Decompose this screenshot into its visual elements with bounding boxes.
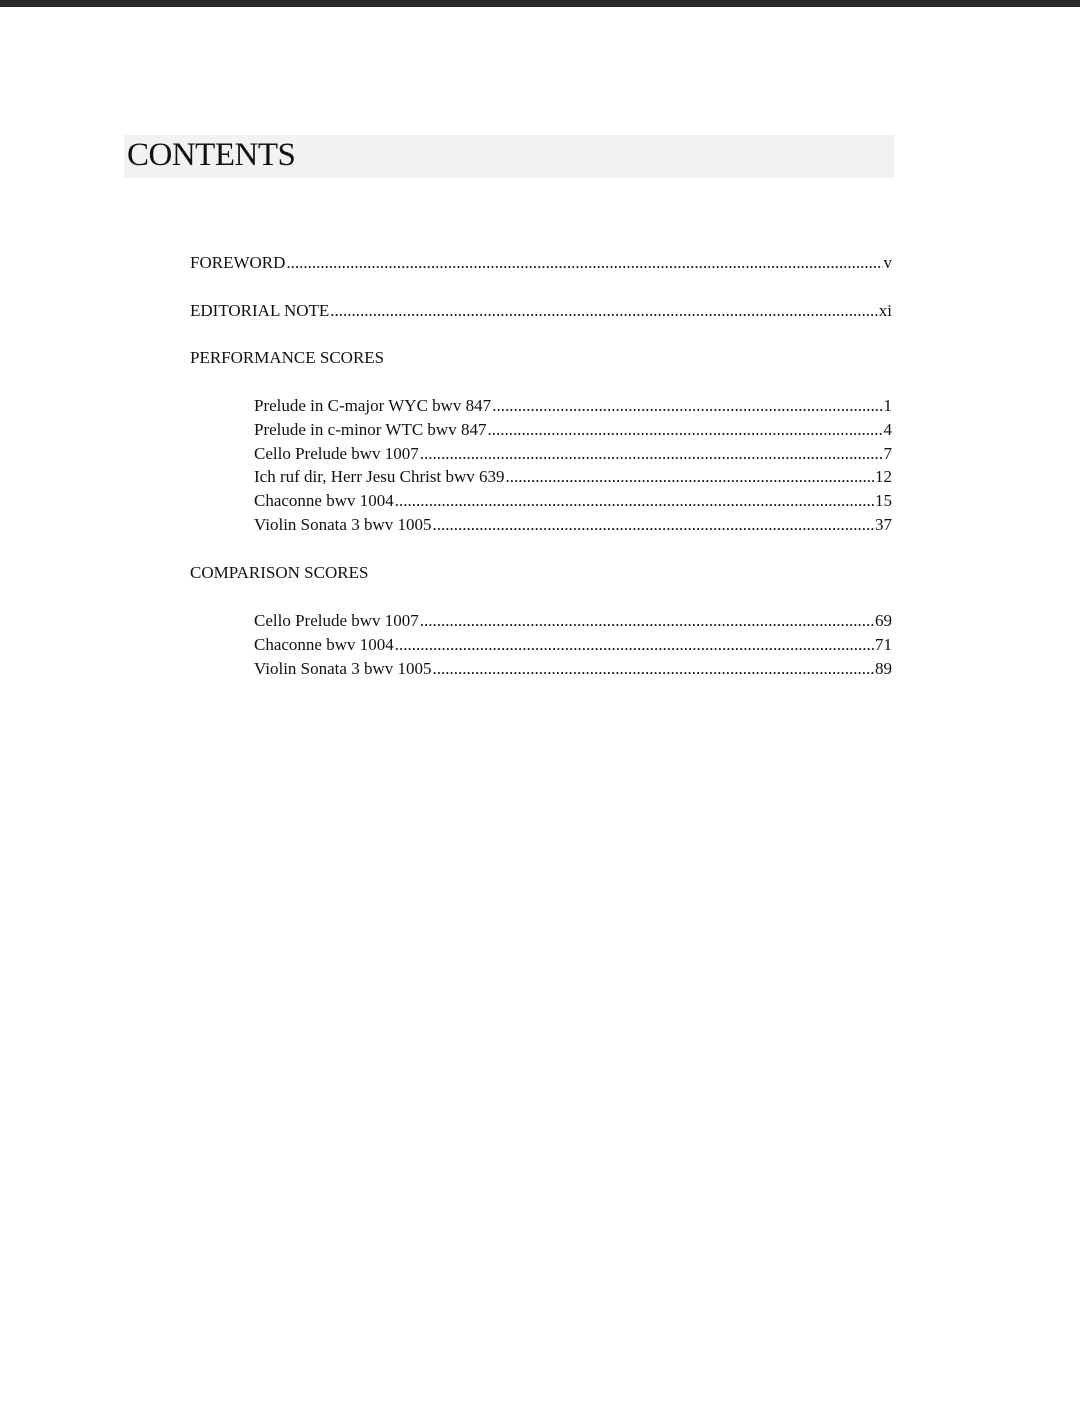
leader-dots [330, 301, 877, 321]
toc-entry-label: Chaconne bwv 1004 [254, 491, 394, 510]
leader-dots [506, 467, 875, 487]
leader-dots [420, 611, 874, 631]
toc-entry-label: Ich ruf dir, Herr Jesu Christ bwv 639 [254, 467, 505, 486]
leader-dots [432, 515, 874, 535]
toc-entry-page: 7 [883, 444, 892, 463]
leader-dots [395, 491, 874, 511]
leader-dots [420, 444, 883, 464]
page-title: CONTENTS [127, 137, 296, 173]
toc-entry-label: Cello Prelude bwv 1007 [254, 611, 419, 630]
top-border [0, 0, 1080, 7]
section-heading-comparison: COMPARISON SCORES [190, 563, 369, 582]
toc-entry-label: Prelude in C-major WYC bwv 847 [254, 396, 492, 415]
section-heading-performance: PERFORMANCE SCORES [190, 348, 385, 367]
toc-entry[interactable] [254, 467, 892, 487]
title-bar [124, 135, 894, 178]
toc-entry-label: EDITORIAL NOTE [190, 301, 330, 320]
toc-entry[interactable] [254, 611, 892, 631]
toc-entry-page: xi [878, 301, 892, 320]
toc-entry-label: Prelude in c-minor WTC bwv 847 [254, 420, 487, 439]
leader-dots [432, 659, 874, 679]
toc-entry[interactable] [254, 659, 892, 679]
toc-entry-label: Violin Sonata 3 bwv 1005 [254, 515, 432, 534]
toc-entry-page: 89 [875, 659, 892, 678]
toc-entry[interactable] [254, 396, 892, 416]
toc-entry-label: Cello Prelude bwv 1007 [254, 444, 419, 463]
toc-entry-editorial-note[interactable] [190, 301, 892, 321]
toc-entry-page: 69 [875, 611, 892, 630]
toc-entry[interactable] [254, 444, 892, 464]
toc-entry[interactable] [254, 420, 892, 440]
toc-entry-foreword[interactable] [190, 253, 892, 273]
leader-dots [487, 420, 882, 440]
toc-entry[interactable] [254, 515, 892, 535]
toc-entry-page: 71 [875, 635, 892, 654]
toc-entry-page: 15 [875, 491, 892, 510]
document-page [0, 7, 1080, 1408]
toc-entry-page: 12 [875, 467, 892, 486]
leader-dots [395, 635, 874, 655]
toc-entry-label: FOREWORD [190, 253, 286, 272]
toc-entry-label: Chaconne bwv 1004 [254, 635, 394, 654]
toc-entry[interactable] [254, 491, 892, 511]
toc-entry-page: 37 [875, 515, 892, 534]
leader-dots [492, 396, 882, 416]
toc-entry-page: 1 [883, 396, 892, 415]
toc-entry-page: v [883, 253, 892, 272]
leader-dots [286, 253, 882, 273]
toc-entry-label: Violin Sonata 3 bwv 1005 [254, 659, 432, 678]
toc-entry[interactable] [254, 635, 892, 655]
toc-entry-page: 4 [883, 420, 892, 439]
